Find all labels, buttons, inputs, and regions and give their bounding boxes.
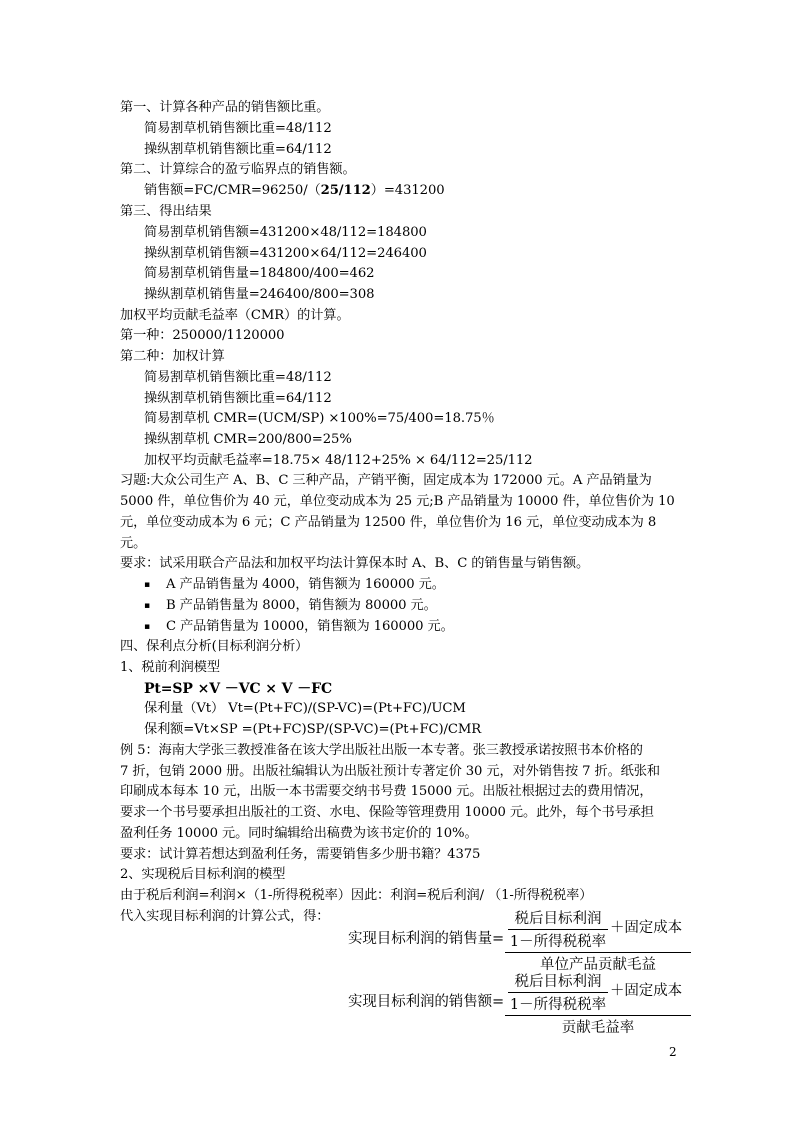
bullet-icon: ▪ <box>144 601 150 611</box>
text-line: 简易割草机销售额比重=48/112 <box>144 370 332 385</box>
text-line: 习题:大众公司生产 A、B、C 三种产品，产销平衡，固定成本为 172000 元。A 产品销量为 <box>120 473 652 488</box>
formula-plus-term: ＋固定成本 <box>610 983 682 999</box>
text-line: 盈利任务 10000 元。同时编辑给出稿费为该书定价的 10%。 <box>120 826 478 841</box>
text-line: 第一、计算各种产品的销售额比重。 <box>120 100 330 115</box>
numerator-bottom: 1－所得税税率 <box>509 997 607 1013</box>
text-line: 要求：试采用联合产品法和加权平均法计算保本时 A、B、C 的销售量与销售额。 <box>120 556 590 571</box>
bullet-text: B 产品销售量为 8000，销售额为 80000 元。 <box>166 598 437 613</box>
numerator-bottom: 1－所得税税率 <box>509 934 607 950</box>
text-line: 简易割草机 CMR=(UCM/SP) ×100%=75/400=18.75％ <box>144 411 495 426</box>
text-line: 2、实现税后目标利润的模型 <box>120 867 286 882</box>
bullet-text: C 产品销售量为 10000，销售额为 160000 元。 <box>166 619 454 634</box>
text-line: 1、税前利润模型 <box>120 660 220 675</box>
text-line: 第二种：加权计算 <box>120 349 225 364</box>
formula-plus-term: ＋固定成本 <box>610 920 682 936</box>
text-line: 简易割草机销售额=431200×48/112=184800 <box>144 225 427 240</box>
bullet-icon: ▪ <box>144 580 150 590</box>
text-line: 保利量（Vt） Vt=(Pt+FC)/(SP-VC)=(Pt+FC)/UCM <box>144 701 466 716</box>
text-line: 第一种：250000/1120000 <box>120 328 285 343</box>
numerator-top: 税后目标利润 <box>514 974 602 990</box>
text-line <box>144 181 445 201</box>
text-line: 由于税后利润=利润×（1-所得税税率）因此：利润=税后利润/ （1-所得税税率） <box>120 888 593 903</box>
text-line: 操纵割草机销售额比重=64/112 <box>144 391 332 406</box>
text-line: 要求一个书号要承担出版社的工资、水电、保险等管理费用 10000 元。此外，每个书号承担 <box>120 805 654 820</box>
text-line: 例 5：海南大学张三教授准备在该大学出版社出版一本专著。张三教授承诺按照书本价格的 <box>120 743 643 758</box>
text-part: 销售额=FC/CMR=96250/（ <box>144 183 321 198</box>
text-line: 第二、计算综合的盈亏临界点的销售额。 <box>120 162 356 177</box>
bullet-icon: ▪ <box>144 622 150 632</box>
text-line: 加权平均贡献毛益率=18.75× 48/112+25% × 64/112=25/112 <box>144 453 533 468</box>
formula-line: Pt=SP ×V －VC × V －FC <box>144 681 333 697</box>
text-part-bold: 25/112 <box>320 183 371 198</box>
bullet-item <box>144 575 445 595</box>
text-line: 元。 <box>120 536 147 551</box>
bullet-item <box>144 596 437 616</box>
denominator: 单位产品贡献毛益 <box>540 957 656 973</box>
text-line: 操纵割草机 CMR=200/800=25% <box>144 432 352 447</box>
text-line: 第三、得出结果 <box>120 204 212 219</box>
bullet-text: A 产品销售量为 4000，销售额为 160000 元。 <box>166 577 445 592</box>
text-line: 代入实现目标利润的计算公式，得： <box>120 909 330 924</box>
text-line: 操纵割草机销售量=246400/800=308 <box>144 287 375 302</box>
text-line: 7 折，包销 2000 册。出版社编辑认为出版社预计专著定价 30 元，对外销售按 7 折。纸张和 <box>120 764 660 779</box>
text-line: 四、保利点分析(目标利润分析） <box>120 639 309 654</box>
text-line: 元，单位变动成本为 6 元；C 产品销量为 12500 件，单位售价为 16 元，单位变动成本为 8 <box>120 515 657 530</box>
text-line: 保利额=Vt×SP =(Pt+FC)SP/(SP-VC)=(Pt+FC)/CMR <box>144 722 482 737</box>
denominator: 贡献毛益率 <box>561 1020 635 1036</box>
text-part: ）=431200 <box>370 183 445 198</box>
text-line: 操纵割草机销售额比重=64/112 <box>144 142 332 157</box>
bullet-item <box>144 617 454 637</box>
formula-label: 实现目标利润的销售量= <box>348 931 505 947</box>
numerator-top: 税后目标利润 <box>514 911 602 927</box>
text-line: 简易割草机销售额比重=48/112 <box>144 121 332 136</box>
page-number: 2 <box>669 1045 677 1059</box>
text-line: 简易割草机销售量=184800/400=462 <box>144 266 375 281</box>
text-line: 加权平均贡献毛益率（CMR）的计算。 <box>120 308 350 323</box>
text-line: 印刷成本每本 10 元，出版一本书需要交纳书号费 15000 元。出版社根据过去的费用情况， <box>120 784 653 799</box>
formula-label: 实现目标利润的销售额= <box>348 994 505 1010</box>
text-line: 5000 件，单位售价为 40 元，单位变动成本为 25 元;B 产品销量为 10000 件，单位售价为 10 <box>120 494 675 509</box>
text-line: 要求：试计算若想达到盈利任务，需要销售多少册书籍？4375 <box>120 847 481 862</box>
text-line: 操纵割草机销售额=431200×64/112=246400 <box>144 246 427 261</box>
